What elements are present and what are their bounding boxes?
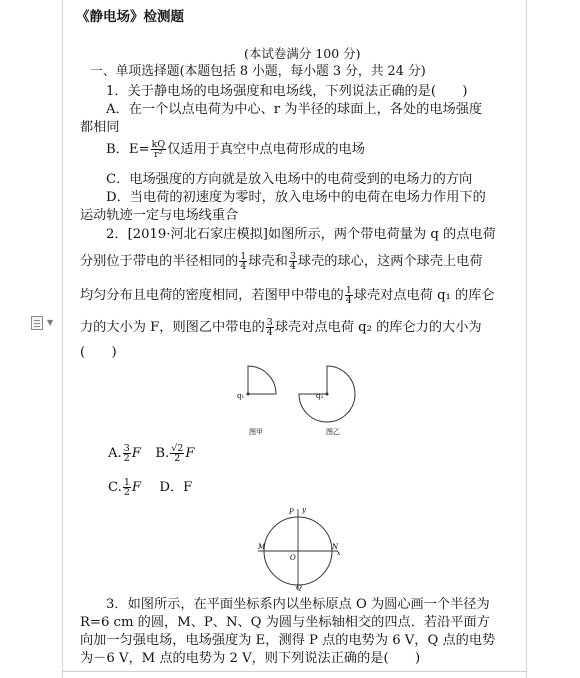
- q1-option-b-fraction: [151, 140, 167, 159]
- fraction-denominator: 2: [123, 487, 130, 498]
- q2-line1: 2．[2019·河北石家庄模拟]如图所示，两个带电荷量为 q 的点电荷: [106, 227, 496, 242]
- quarter-shell-shape: [248, 366, 276, 394]
- fraction-denominator: 4: [289, 261, 296, 272]
- fraction-denominator: 4: [240, 261, 247, 272]
- q1-option-b-suffix: 仅适用于真空中点电荷形成的电场: [167, 142, 365, 157]
- label-y: y: [302, 506, 306, 514]
- q2-line2-text-b: 球壳和: [248, 254, 288, 269]
- q2-option-c-suffix: F: [131, 480, 142, 495]
- q3-line4: 为－6 V，M 点的电势为 2 V，则下列说法正确的是( ): [80, 651, 421, 666]
- label-N: N: [332, 543, 339, 551]
- q2-line4-text-a: 力的大小为 F，则图乙中带电的: [80, 320, 265, 335]
- q2-option-c-prefix: C.: [108, 480, 122, 495]
- q2-line3-text-a: 均匀分布且电荷的密度相同，若图甲中带电的: [80, 288, 344, 303]
- q3-line1: 3．如图所示，在平面坐标系内以坐标原点 O 为圆心画一个半径为: [106, 597, 490, 612]
- fraction-denominator: 4: [345, 295, 352, 306]
- q1-option-b: [106, 140, 365, 159]
- fraction-numerator: 3: [289, 251, 296, 262]
- q2-line4-text-b: 球壳对点电荷 q₂ 的库仑力的大小为: [274, 320, 482, 335]
- fraction-denominator: 2: [174, 453, 181, 464]
- fraction-numerator: 3: [123, 443, 130, 454]
- q2-option-a-b: [108, 444, 194, 463]
- q1-option-b-numerator: kQ: [151, 139, 166, 150]
- q2-option-a-prefix: A.: [108, 446, 122, 461]
- q2-option-a-fraction: [123, 444, 131, 463]
- q2-fraction-quarter-2: [345, 286, 353, 305]
- document-icon[interactable]: [31, 316, 43, 330]
- page-margin-right: [526, 0, 527, 678]
- document-title: 《静电场》检测题: [76, 9, 184, 25]
- q2-fraction-quarter: [239, 252, 247, 271]
- q1-option-b-prefix: B．E=: [106, 142, 150, 157]
- q2-figure: [225, 356, 365, 438]
- label-O: O: [290, 554, 296, 562]
- q2-line2-text-a: 分别位于带电的半径相同的: [80, 254, 239, 269]
- q3-figure: [252, 503, 342, 591]
- label-M: M: [258, 543, 266, 551]
- q2-line3: [80, 286, 495, 305]
- label-q1: q₁: [237, 392, 245, 400]
- q1-option-c: C．电场强度的方向就是放入电场中的电荷受到的电场力的方向: [106, 172, 473, 187]
- q2-option-d: D．F: [159, 480, 193, 495]
- caption-figure-b: 图乙: [326, 428, 340, 436]
- label-Q: Q: [296, 584, 302, 591]
- q3-line2: R=6 cm 的圆，M、P、N、Q 为圆与坐标轴相交的四点．若沿平面方: [80, 615, 490, 630]
- q2-line4: [80, 318, 482, 337]
- q2-line3-text-b: 球壳对点电荷 q₁ 的库仑: [353, 288, 495, 303]
- q2-option-a-suffix: F: [131, 446, 141, 461]
- q2-option-c-d: [108, 478, 192, 497]
- fraction-numerator: 1: [123, 477, 130, 488]
- document-subtitle: (本试卷满分 100 分): [244, 46, 361, 61]
- q1-option-a-line1: A．在一个以点电荷为中心、r 为半径的球面上，各处的电场强度: [106, 102, 483, 117]
- fraction-numerator: 3: [266, 317, 273, 328]
- point-charge-q1: [247, 393, 250, 396]
- q2-option-b-prefix: B.: [155, 446, 170, 461]
- section-heading: 一、单项选择题(本题包括 8 小题，每小题 3 分，共 24 分): [90, 64, 426, 79]
- caption-figure-a: 图甲: [249, 428, 263, 436]
- q1-option-d-line2: 运动轨迹一定与电场线重合: [80, 208, 239, 223]
- chevron-down-icon[interactable]: ▼: [47, 318, 54, 327]
- q2-line2: [80, 252, 483, 271]
- q2-line5: ( ): [80, 345, 117, 360]
- q3-line3: 向加一匀强电场，电场强度为 E，测得 P 点的电势为 6 V，Q 点的电势: [80, 633, 496, 648]
- fraction-numerator: 1: [240, 251, 247, 262]
- q2-fraction-three-quarter-2: [266, 318, 274, 337]
- q1-option-b-denominator: r²: [154, 149, 163, 160]
- fraction-numerator: 1: [345, 285, 352, 296]
- q1-option-a-line2: 都相同: [80, 120, 120, 135]
- point-charge-q2: [326, 393, 329, 396]
- q1-stem: 1．关于静电场的电场强度和电场线，下列说法正确的是( ): [106, 84, 468, 99]
- q2-line2-text-c: 球壳的球心，这两个球壳上电荷: [297, 254, 483, 269]
- fraction-denominator: 2: [123, 453, 130, 464]
- page-margin-bottom: [62, 671, 526, 672]
- page-margin-left: [62, 0, 63, 678]
- fraction-denominator: 4: [266, 327, 273, 338]
- label-q2: q₂: [316, 392, 324, 400]
- q2-option-b-suffix: F: [185, 446, 195, 461]
- q2-fraction-three-quarter: [289, 252, 297, 271]
- q1-option-d-line1: D．当电荷的初速度为零时，放入电场中的电荷在电场力作用下的: [106, 190, 486, 205]
- q2-option-c-fraction: [123, 478, 131, 497]
- fraction-numerator: √2: [171, 443, 184, 454]
- label-x: x: [337, 550, 341, 557]
- q2-option-b-fraction: [170, 444, 184, 463]
- label-P: P: [289, 508, 294, 516]
